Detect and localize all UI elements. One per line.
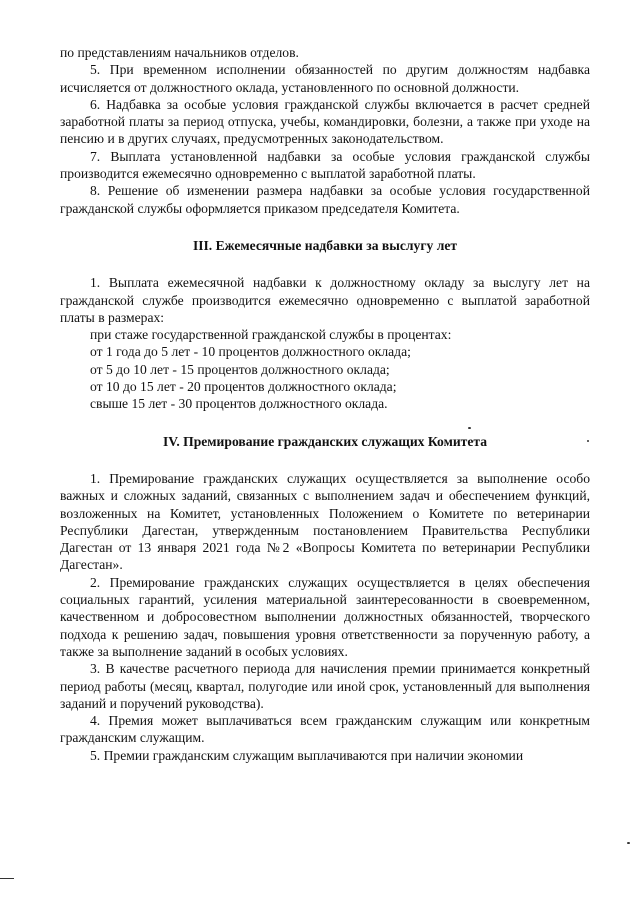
section4-item-1: 1. Премирование гражданских служащих осуществляется за выполнение особо важных и сложных заданий, связанных с выполнением задач и обеспечением функций, возложенных на Комитет, установленных Положением о Комитете по ветеринарии Республики Дагестан, утвержденным постановлением Правительства Республики Дагестан от 13 января 2021 года №2 «Вопросы Комитета по ветеринарии Республики Дагестан». bbox=[60, 470, 590, 573]
section4-title: IV. Премирование гражданских служащих Комитета bbox=[162, 433, 488, 449]
section2-item-5: 5. При временном исполнении обязанностей по другим должностям надбавка исчисляется от должностного оклада, установленного по основной должности. bbox=[60, 62, 590, 95]
section4-item-2: 2. Премирование гражданских служащих осуществляется в целях обеспечения социальных гарантий, усиления материальной заинтересованности в своевременном, качественном и добросовестном выполнении должностных обязанностей, творческого подхода к решению задач, повышения уровня ответственности за порученную работу, а также за выполнение заданий в особых условиях. bbox=[60, 574, 590, 659]
scan-speck bbox=[627, 842, 630, 844]
section2-item-8: 8. Решение об изменении размера надбавки за особые условия государственной гражданской службы оформляется приказом председателя Комитета. bbox=[60, 183, 590, 216]
scan-speck bbox=[468, 427, 471, 429]
seniority-line: от 10 до 15 лет - 20 процентов должностного оклада; bbox=[90, 379, 397, 395]
section3-paragraph-1: 1. Выплата ежемесячной надбавки к должностному окладу за выслугу лет на гражданской службе производится ежемесячно одновременно с выплатой заработной платы в размерах: bbox=[60, 275, 590, 325]
section2-item-6: 6. Надбавка за особые условия гражданской службы включается в расчет средней заработной платы за период отпуска, учебы, командировки, болезни, а также при уходе на пенсию и в других случаях, предусмотренных законодательством. bbox=[60, 96, 590, 147]
spacer bbox=[60, 450, 590, 470]
seniority-line: от 5 до 10 лет - 15 процентов должностного оклада; bbox=[90, 361, 390, 377]
document-page bbox=[60, 44, 590, 764]
section3-title: III. Ежемесячные надбавки за выслугу лет bbox=[192, 237, 458, 253]
spacer bbox=[60, 217, 590, 237]
spacer bbox=[60, 413, 590, 433]
scan-speck bbox=[0, 878, 14, 879]
intro-paragraph: по представлениям начальников отделов. bbox=[60, 45, 299, 60]
section4-item-3: 3. В качестве расчетного периода для начисления премии принимается конкретный период работы (месяц, квартал, полугодие или иной срок, установленный для выполнения заданий и поручений руководства). bbox=[60, 661, 590, 711]
seniority-line: свыше 15 лет - 30 процентов должностного оклада. bbox=[90, 396, 388, 412]
section2-item-7: 7. Выплата установленной надбавки за особые условия гражданской службы производится ежемесячно одновременно с выплатой заработной платы. bbox=[60, 148, 590, 182]
scan-speck bbox=[587, 440, 589, 442]
section4-item-4: 4. Премия может выплачиваться всем гражданским служащим или конкретным гражданским служащим. bbox=[60, 713, 590, 746]
seniority-line: при стаже государственной гражданской службы в процентах: bbox=[90, 327, 452, 343]
section4-item-5: 5. Премии гражданским служащим выплачиваются при наличии экономии bbox=[90, 747, 524, 763]
spacer bbox=[60, 254, 590, 274]
seniority-line: от 1 года до 5 лет - 10 процентов должностного оклада; bbox=[90, 344, 411, 360]
